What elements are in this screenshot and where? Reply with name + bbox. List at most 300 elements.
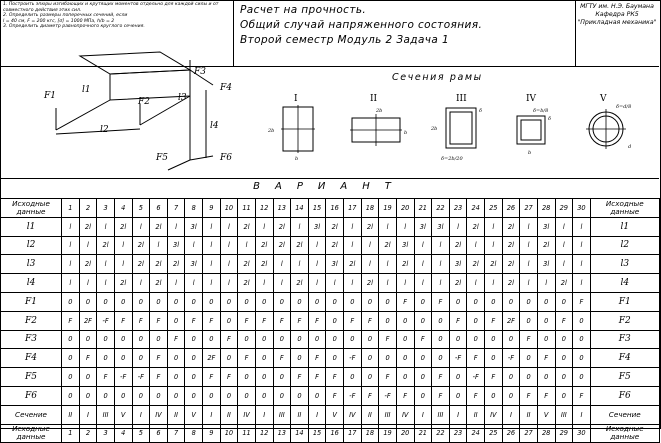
table-row <box>1 236 660 255</box>
table-cell: 3l <box>167 236 185 255</box>
table-cell: 0 <box>555 292 573 311</box>
variant-number: 12 <box>255 199 273 218</box>
table-cell: l <box>379 255 397 274</box>
table-row <box>1 292 660 311</box>
dim-label: δ <box>548 116 552 122</box>
org-line: МГТУ им. Н.Э. Баумана <box>580 3 654 10</box>
table-cell: F <box>432 368 450 387</box>
table-cell: l <box>573 217 591 236</box>
table-cell: l <box>62 274 80 293</box>
table-cell: F <box>291 311 309 330</box>
table-cell: F <box>150 368 168 387</box>
row-label: l2 <box>1 236 62 255</box>
table-row <box>1 217 660 236</box>
table-cell: l <box>573 236 591 255</box>
variant-number: 2 <box>79 424 97 443</box>
variant-number: 2 <box>79 199 97 218</box>
table-cell: 0 <box>255 386 273 405</box>
task-note: 3. Определить диаметр равнопрочного круглого сечения. <box>3 24 145 30</box>
table-cell: 0 <box>520 349 538 368</box>
table-cell: l <box>414 274 432 293</box>
variant-number: 29 <box>555 424 573 443</box>
table-cell: 0 <box>502 386 520 405</box>
variant-number: 1 <box>62 199 80 218</box>
table-cell: III <box>97 405 115 424</box>
table-cell: l <box>414 255 432 274</box>
table-cell: 0 <box>449 368 467 387</box>
table-cell: F <box>185 311 203 330</box>
table-cell: l <box>344 217 362 236</box>
table-cell: l <box>273 255 291 274</box>
row-label: l1 <box>590 217 659 236</box>
table-cell: 0 <box>185 330 203 349</box>
table-cell: 0 <box>520 292 538 311</box>
table-cell: F <box>220 330 238 349</box>
table-cell: l <box>220 255 238 274</box>
table-cell: 0 <box>97 292 115 311</box>
label-l1: l1 <box>82 85 91 95</box>
table-cell: l <box>344 236 362 255</box>
table-cell: 0 <box>555 349 573 368</box>
table-cell: F <box>361 311 379 330</box>
table-cell: l <box>520 255 538 274</box>
row-label: F3 <box>590 330 659 349</box>
variant-number: 14 <box>291 199 309 218</box>
table-cell: III <box>555 405 573 424</box>
table-cell: 0 <box>520 311 538 330</box>
table-cell: 0 <box>114 330 132 349</box>
variant-number: 28 <box>537 424 555 443</box>
table-cell: 2l <box>238 255 256 274</box>
table-cell: 0 <box>185 349 203 368</box>
table-cell: 2l <box>361 274 379 293</box>
table-cell: 0 <box>273 330 291 349</box>
variant-number: 20 <box>396 199 414 218</box>
table-cell: IV <box>396 405 414 424</box>
table-cell: 0 <box>167 292 185 311</box>
table-cell: 0 <box>291 292 309 311</box>
table-cell: l <box>379 217 397 236</box>
table-cell: l <box>167 217 185 236</box>
row-label: Исходные данные <box>590 199 659 218</box>
table-cell: 0 <box>79 368 97 387</box>
section-numeral: I <box>294 94 298 104</box>
table-cell: 2l <box>449 274 467 293</box>
table-cell: 2l <box>291 274 309 293</box>
table-cell: 0 <box>414 368 432 387</box>
table-cell: l <box>396 217 414 236</box>
table-cell: l <box>520 274 538 293</box>
variant-number: 26 <box>502 424 520 443</box>
table-cell: F <box>79 349 97 368</box>
table-cell: l <box>361 236 379 255</box>
table-cell: l <box>220 274 238 293</box>
variant-number: 17 <box>344 424 362 443</box>
table-cell: 0 <box>132 292 150 311</box>
variant-number: 27 <box>520 199 538 218</box>
table-cell: 0 <box>308 330 326 349</box>
table-cell: F <box>467 349 485 368</box>
table-row <box>1 424 660 443</box>
row-label: Исходные данные <box>1 199 62 218</box>
variant-number: 12 <box>255 424 273 443</box>
dim-l2 <box>56 129 140 134</box>
table-cell: 2l <box>97 236 115 255</box>
table-cell: 0 <box>238 330 256 349</box>
table-cell: 0 <box>520 368 538 387</box>
table-row <box>1 386 660 405</box>
table-cell: F <box>414 330 432 349</box>
row-label: F2 <box>1 311 62 330</box>
table-cell: 0 <box>502 368 520 387</box>
table-cell: III <box>379 405 397 424</box>
row-label: l3 <box>1 255 62 274</box>
variant-number: 18 <box>361 199 379 218</box>
table-cell: 2F <box>203 349 221 368</box>
table-cell: -F <box>467 368 485 387</box>
row-label: F1 <box>590 292 659 311</box>
table-cell: II <box>467 405 485 424</box>
table-cell: F <box>273 311 291 330</box>
dim-label: 2b <box>376 108 383 114</box>
table-cell: 0 <box>185 386 203 405</box>
table-cell: 0 <box>291 349 309 368</box>
variant-number: 20 <box>396 424 414 443</box>
section-IV-inner <box>521 120 541 140</box>
table-cell: 0 <box>114 292 132 311</box>
table-cell: 0 <box>555 330 573 349</box>
table-cell: F <box>97 368 115 387</box>
table-cell: 2l <box>150 217 168 236</box>
row-label: Сечение <box>590 405 659 424</box>
table-cell: 0 <box>344 330 362 349</box>
table-cell: 2l <box>361 217 379 236</box>
table-cell: 0 <box>79 292 97 311</box>
table-cell: l <box>238 236 256 255</box>
table-cell: 0 <box>432 330 450 349</box>
table-cell: I <box>308 405 326 424</box>
table-cell: 0 <box>379 349 397 368</box>
table-cell: F <box>203 368 221 387</box>
row-label: l4 <box>1 274 62 293</box>
table-cell: 0 <box>62 349 80 368</box>
title-line: Расчет на прочность. <box>240 4 367 16</box>
table-cell: 2l <box>449 236 467 255</box>
table-cell: F <box>467 386 485 405</box>
variant-title: ВАРИАНТ <box>253 181 406 192</box>
table-row <box>1 368 660 387</box>
table-cell: 0 <box>255 368 273 387</box>
table-cell: l <box>114 255 132 274</box>
table-cell: 0 <box>449 292 467 311</box>
variant-number: 24 <box>467 424 485 443</box>
table-cell: l <box>555 217 573 236</box>
label-F4: F4 <box>220 83 232 93</box>
table-cell: F <box>379 368 397 387</box>
table-cell: 0 <box>167 386 185 405</box>
table-cell: 0 <box>467 330 485 349</box>
table-cell: 2l <box>396 255 414 274</box>
table-cell: 0 <box>344 292 362 311</box>
table-cell: 0 <box>114 386 132 405</box>
table-cell: 0 <box>502 330 520 349</box>
variant-number: 29 <box>555 199 573 218</box>
variant-number: 11 <box>238 199 256 218</box>
table-cell: 0 <box>273 386 291 405</box>
table-cell: 3l <box>414 217 432 236</box>
table-cell: IV <box>485 405 503 424</box>
row-label: F5 <box>1 368 62 387</box>
table-cell: 2l <box>502 236 520 255</box>
section-numeral: II <box>370 94 378 104</box>
table-cell: F <box>238 349 256 368</box>
table-cell: l <box>132 274 150 293</box>
table-cell: 0 <box>220 292 238 311</box>
variant-number: 21 <box>414 199 432 218</box>
variant-number: 13 <box>273 199 291 218</box>
task-note: 1. Построить эпюры изгибающих и крутящих моментов отдельно для каждой силы и от совместного действия этих сил. <box>3 2 219 13</box>
variant-number: 28 <box>537 199 555 218</box>
table-cell: 2l <box>485 255 503 274</box>
table-cell: 0 <box>185 292 203 311</box>
table-cell: V <box>185 405 203 424</box>
table-cell: I <box>255 405 273 424</box>
table-cell: II <box>220 405 238 424</box>
table-cell: IV <box>344 405 362 424</box>
table-row <box>1 274 660 293</box>
force-arrow <box>190 156 213 160</box>
table-cell: l <box>291 217 309 236</box>
table-cell: l <box>485 274 503 293</box>
table-cell: 0 <box>273 292 291 311</box>
dim-label: δ=d/8 <box>616 104 632 110</box>
table-row <box>1 330 660 349</box>
table-cell: 3l <box>537 217 555 236</box>
table-cell: 2l <box>132 255 150 274</box>
table-cell: l <box>520 236 538 255</box>
table-cell: 2l <box>502 217 520 236</box>
table-cell: 0 <box>132 386 150 405</box>
table-cell: 0 <box>485 349 503 368</box>
table-cell: 0 <box>150 330 168 349</box>
table-top-rule <box>0 178 659 179</box>
table-cell: l <box>432 274 450 293</box>
table-cell: l <box>203 274 221 293</box>
variant-number: 30 <box>573 199 591 218</box>
table-cell: 0 <box>114 349 132 368</box>
row-label: F6 <box>1 386 62 405</box>
variant-number: 9 <box>203 199 221 218</box>
table-cell: l <box>467 274 485 293</box>
table-cell: 0 <box>273 368 291 387</box>
dim-label: 2b <box>431 126 438 132</box>
variant-number: 16 <box>326 199 344 218</box>
table-cell: 0 <box>537 292 555 311</box>
table-cell: l <box>185 236 203 255</box>
row-label: F5 <box>590 368 659 387</box>
table-cell: l <box>361 255 379 274</box>
table-cell: l <box>97 217 115 236</box>
table-cell: 2l <box>467 255 485 274</box>
table-cell: 0 <box>167 349 185 368</box>
table-cell: 2l <box>326 236 344 255</box>
table-cell: F <box>238 311 256 330</box>
table-cell: -F <box>344 349 362 368</box>
table-cell: 0 <box>344 368 362 387</box>
table-cell: l <box>255 274 273 293</box>
table-cell: II <box>361 405 379 424</box>
row-label: l3 <box>590 255 659 274</box>
label-F1: F1 <box>44 91 56 101</box>
title-line: Второй семестр Модуль 2 Задача 1 <box>240 34 450 46</box>
table-cell: F <box>326 386 344 405</box>
table-cell: 0 <box>449 330 467 349</box>
table-cell: 0 <box>255 292 273 311</box>
table-cell: 3l <box>537 255 555 274</box>
table-cell: 2l <box>150 255 168 274</box>
table-cell: l <box>555 236 573 255</box>
table-cell: 0 <box>485 386 503 405</box>
variant-number: 6 <box>150 199 168 218</box>
row-label: F3 <box>1 330 62 349</box>
label-l4: l4 <box>210 121 219 131</box>
table-cell: 2l <box>255 255 273 274</box>
table-cell: 0 <box>432 311 450 330</box>
table-cell: l <box>537 274 555 293</box>
row-label: Сечение <box>1 405 62 424</box>
table-cell: 0 <box>573 330 591 349</box>
table-cell: 0 <box>255 330 273 349</box>
table-cell: F <box>150 349 168 368</box>
table-cell: l <box>97 274 115 293</box>
table-cell: l <box>132 217 150 236</box>
table-cell: III <box>432 405 450 424</box>
table-cell: V <box>114 405 132 424</box>
table-cell: l <box>432 236 450 255</box>
table-cell: 3l <box>185 255 203 274</box>
table-cell: I <box>79 405 97 424</box>
table-cell: 0 <box>167 368 185 387</box>
table-cell: 3l <box>449 255 467 274</box>
dim-label: δ=2b/20 <box>441 156 463 162</box>
table-cell: l <box>203 217 221 236</box>
variant-number: 18 <box>361 424 379 443</box>
table-cell: F <box>291 368 309 387</box>
table-cell: 0 <box>167 311 185 330</box>
table-cell: II <box>291 405 309 424</box>
table-cell: F <box>573 386 591 405</box>
table-cell: 0 <box>291 330 309 349</box>
table-cell: 0 <box>238 292 256 311</box>
table-cell: II <box>520 405 538 424</box>
table-cell: l <box>150 236 168 255</box>
table-cell: 0 <box>396 311 414 330</box>
table-cell: 3l <box>308 217 326 236</box>
table-cell: 0 <box>555 386 573 405</box>
table-cell: F <box>396 292 414 311</box>
table-cell: F <box>379 330 397 349</box>
variant-number: 22 <box>432 199 450 218</box>
table-cell: V <box>537 405 555 424</box>
table-cell: l <box>62 217 80 236</box>
variant-number: 9 <box>203 424 221 443</box>
table-cell: 2l <box>150 274 168 293</box>
title-line: Общий случай напряженного состояния. <box>240 19 483 31</box>
variant-number: 4 <box>114 199 132 218</box>
table-cell: F <box>114 311 132 330</box>
table-cell: 2l <box>502 255 520 274</box>
section-numeral: IV <box>526 94 537 104</box>
table-cell: 0 <box>414 349 432 368</box>
dim-label: b <box>295 156 299 162</box>
row-label: F2 <box>590 311 659 330</box>
dim-label: δ <box>479 108 483 114</box>
variant-number: 14 <box>291 424 309 443</box>
table-cell: 2l <box>555 274 573 293</box>
table-cell: IV <box>150 405 168 424</box>
row-label: F4 <box>1 349 62 368</box>
table-cell: 0 <box>291 386 309 405</box>
table-cell: l <box>308 274 326 293</box>
label-F3: F3 <box>194 67 206 77</box>
table-cell: 0 <box>220 349 238 368</box>
table-cell: 0 <box>62 368 80 387</box>
table-cell: l <box>485 236 503 255</box>
label-l2: l2 <box>100 125 109 135</box>
table-cell: 0 <box>361 349 379 368</box>
table-cell: l <box>114 236 132 255</box>
table-cell: l <box>220 236 238 255</box>
table-cell: 2l <box>502 274 520 293</box>
table-cell: F <box>573 292 591 311</box>
row-label: Исходные данные <box>590 424 659 443</box>
table-cell: 2l <box>114 274 132 293</box>
table-cell: l <box>79 236 97 255</box>
table-cell: F <box>220 368 238 387</box>
table-cell: 0 <box>79 330 97 349</box>
table-cell: 0 <box>396 330 414 349</box>
table-cell: I <box>502 405 520 424</box>
table-cell: 0 <box>467 311 485 330</box>
task-note: l = 40 см, F = 200 кгс, [σ] = 1000 МПа, h/b = 2 <box>3 18 115 24</box>
table-cell: 2l <box>537 236 555 255</box>
section-numeral: V <box>600 94 607 104</box>
table-cell: III <box>273 405 291 424</box>
force-arrow <box>168 160 190 170</box>
table-cell: F <box>344 311 362 330</box>
table-cell: 0 <box>97 386 115 405</box>
variant-number: 10 <box>220 424 238 443</box>
variant-number: 5 <box>132 199 150 218</box>
table-cell: 2l <box>79 255 97 274</box>
variant-number: 11 <box>238 424 256 443</box>
table-cell: -F <box>502 349 520 368</box>
org-line: "Прикладная механика" <box>577 19 657 27</box>
section-numeral: III <box>456 94 467 104</box>
variant-number: 5 <box>132 424 150 443</box>
row-label: l4 <box>590 274 659 293</box>
table-cell: -F <box>132 368 150 387</box>
table-cell: l <box>273 274 291 293</box>
variant-number: 30 <box>573 424 591 443</box>
table-cell: 2l <box>132 236 150 255</box>
table-cell: 0 <box>62 292 80 311</box>
variant-table <box>0 198 660 443</box>
table-cell: l <box>485 217 503 236</box>
variant-number: 3 <box>97 199 115 218</box>
table-cell: 0 <box>326 349 344 368</box>
table-cell: F <box>150 311 168 330</box>
